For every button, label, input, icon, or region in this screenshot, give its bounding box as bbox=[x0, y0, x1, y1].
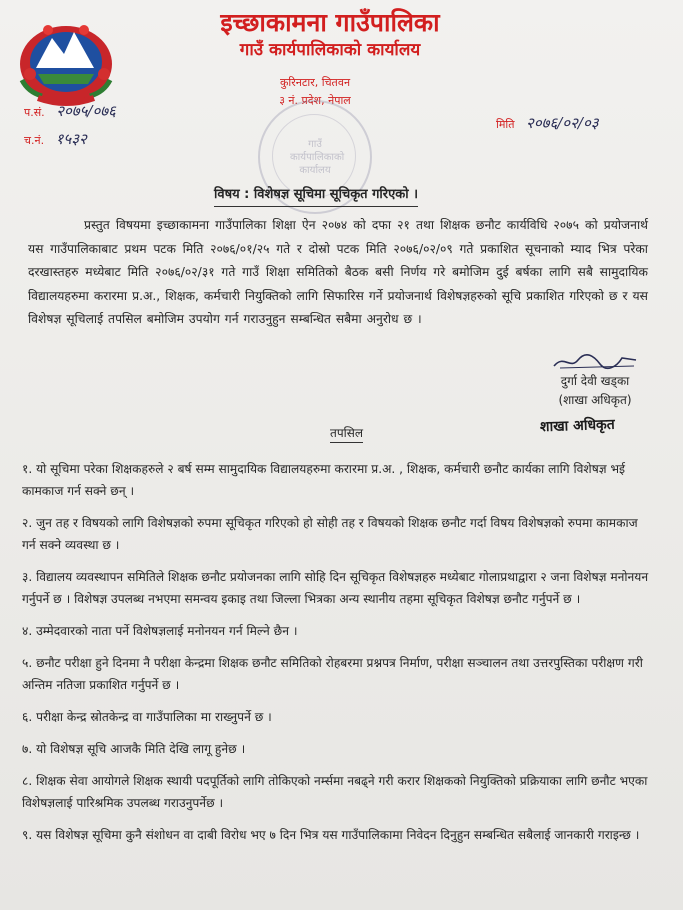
letter-date bbox=[496, 114, 599, 134]
handwritten-signature-icon bbox=[550, 352, 640, 372]
address-line-1: कुरिनटार, चितवन bbox=[279, 76, 351, 89]
stamp-text: गाउँ कार्यपालिकाको कार्यालय bbox=[290, 139, 345, 176]
details-heading: तपसिल bbox=[330, 424, 363, 443]
date-value: २०७६/०२/०३ bbox=[526, 114, 599, 132]
list-item: ६. परीक्षा केन्द्र स्रोतकेन्द्र वा गाउँपालिका मा राख्नुपर्ने छ । bbox=[22, 710, 272, 724]
signatory-title: (शाखा अधिकृत) bbox=[558, 393, 632, 407]
list-item: ५. छनौट परीक्षा हुने दिनमा नै परीक्षा केन्द्रमा शिक्षक छनौट समितिको रोहबरमा प्रश्नपत्र निर्माण, परीक्षा सञ्चालन तथा उत्तरपुस्तिका परीक्षण गरी अन्तिम नतिजा प्रकाशित गर्नुपर्ने छ । bbox=[22, 656, 643, 692]
reference-label: प.सं. bbox=[24, 106, 45, 119]
letter-body bbox=[28, 214, 648, 332]
organization-name: इच्छाकामना गाउँपालिका bbox=[220, 8, 440, 37]
office-name: गाउँ कार्यपालिकाको कार्यालय bbox=[239, 40, 421, 60]
list-item: ९. यस विशेषज्ञ सूचिमा कुनै संशोधन वा दाबी विरोध भए ७ दिन भित्र यस गाउँपालिकामा निवेदन दिनुहुन सम्बन्धित सबैलाई जानकारी गराइन्छ । bbox=[22, 828, 640, 842]
date-label: मिति bbox=[496, 118, 515, 131]
reference-number bbox=[24, 102, 116, 122]
address-line-2: ३ नं. प्रदेश, नेपाल bbox=[279, 94, 351, 107]
list-item: ३. विद्यालय व्यवस्थापन समितिले शिक्षक छनौट प्रयोजनका लागि सोहि दिन सूचिकृत विशेषज्ञहरु मध्येबाट गोलाप्रथाद्वारा २ जना विशेषज्ञ मनोनयन गर्नुपर्ने छ । विशेषज्ञ उपलब्ध नभएमा समन्वय इकाइ तथा जिल्ला भित्रका अन्य स्थानीय तहमा सूचिकृत विशेषज्ञ छनौट गर्नुपर्ने छ । bbox=[22, 570, 649, 606]
officer-stamp: शाखा अधिकृत bbox=[539, 416, 616, 436]
letter-subject: विषय : विशेषज्ञ सूचिमा सूचिकृत गरिएको । bbox=[214, 185, 418, 207]
body-paragraph: प्रस्तुत विषयमा इच्छाकामना गाउँपालिका शिक्षा ऐन २०७४ को दफा २१ तथा शिक्षक छनौट कार्यविधि २०७५ को प्रयोजनार्थ यस गाउँपालिकाबाट प्रथम पटक मिति २०७६/०१/२५ गते र दोस्रो पटक मिति २०७६/०२/०९ गते प्रकाशित सूचनाको म्याद भित्र परेका दरखास्तहरु मध्येबाट मिति २०७६/०२/३१ गते गाउँ शिक्षा समितिको बैठक बसी निर्णय गरे बमोजिम दुई बर्षका लागि सबै सामुदायिक विद्यालयहरुमा करारमा प्र.अ., शिक्षक, कर्मचारी नियुक्तिको लागि सिफारिस गर्ने प्रयोजनार्थ विशेषज्ञहरुको सूचि प्रकाशित गरिएको छ र यस विशेषज्ञ सूचिलाई तपसिल बमोजिम उपयोग गर्न गराउनुहुन सम्बन्धित सबैमा अनुरोध छ । bbox=[28, 218, 648, 327]
list-item: ४. उम्मेदवारको नाता पर्ने विशेषज्ञलाई मनोनयन गर्न मिल्ने छैन । bbox=[22, 624, 298, 638]
dispatch-label: च.नं. bbox=[24, 134, 45, 147]
reference-value: २०७५/०७६ bbox=[56, 102, 116, 120]
dispatch-value: १५३२ bbox=[55, 130, 87, 148]
nepal-emblem-icon bbox=[8, 10, 128, 110]
list-item: १. यो सूचिमा परेका शिक्षकहरुले २ बर्ष सम्म सामुदायिक विद्यालयहरुमा करारमा प्र.अ. , शिक्षक, कर्मचारी छनौट कार्यका लागि विशेषज्ञ भई कामकाज गर्न सक्ने छन् । bbox=[22, 462, 625, 498]
details-list bbox=[22, 458, 652, 846]
signatory-name: दुर्गा देवी खड्का bbox=[560, 374, 630, 388]
list-item: ७. यो विशेषज्ञ सूचि आजकै मिति देखि लागू हुनेछ । bbox=[22, 742, 246, 756]
dispatch-number bbox=[24, 130, 87, 150]
signature-block bbox=[530, 352, 660, 410]
list-item: ८. शिक्षक सेवा आयोगले शिक्षक स्थायी पदपूर्तिको लागि तोकिएको नर्म्समा नबढ्ने गरी करार शिक्षकको नियुक्तिको प्रक्रियाका लागि छनौट भएका विशेषज्ञलाई पारिश्रमिक उपलब्ध गराउनुपर्नेछ । bbox=[22, 774, 648, 810]
list-item: २. जुन तह र विषयको लागि विशेषज्ञको रुपमा सूचिकृत गरिएको हो सोही तह र विषयको शिक्षक छनौट गर्दा विषय विशेषज्ञको रुपमा कामकाज गर्न सक्ने व्यवस्था छ । bbox=[22, 516, 638, 552]
